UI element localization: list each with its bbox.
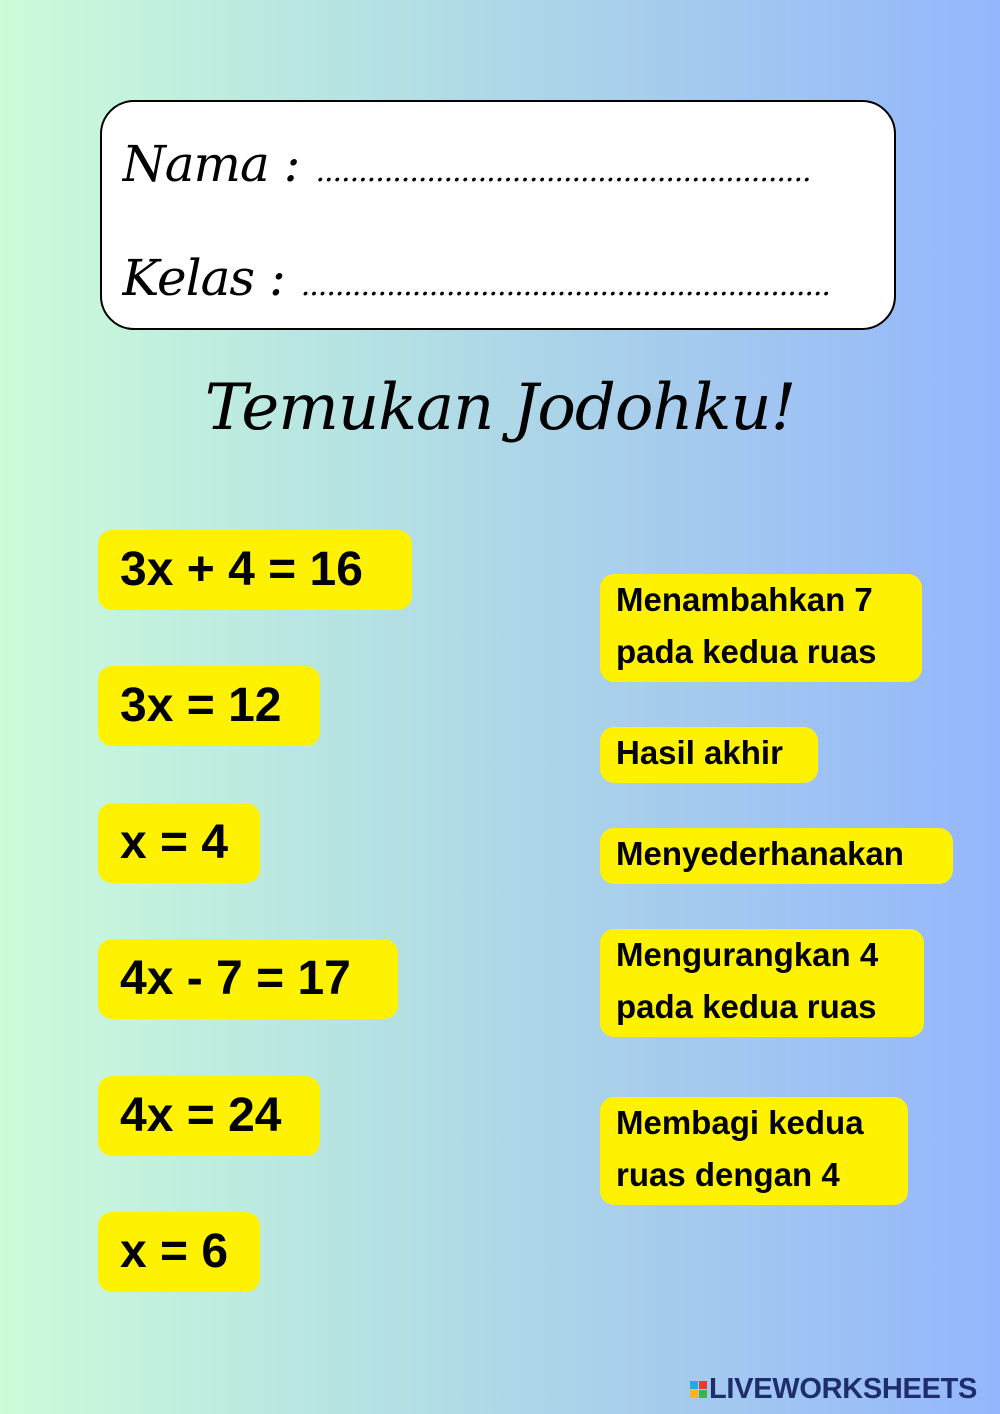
step-card[interactable]: [600, 929, 924, 1037]
equation-card[interactable]: 4x - 7 = 17: [98, 939, 398, 1019]
liveworksheets-logo-icon: [690, 1381, 707, 1398]
step-card-line: pada kedua ruas: [616, 633, 877, 670]
step-card[interactable]: [600, 574, 922, 682]
step-card-line: ruas dengan 4: [616, 1156, 840, 1193]
equation-card[interactable]: 3x = 12: [98, 666, 320, 746]
equation-card[interactable]: 4x = 24: [98, 1076, 320, 1156]
step-card-line: Menyederhanakan: [616, 835, 904, 872]
step-card-line: Membagi kedua: [616, 1104, 864, 1141]
equation-card[interactable]: 3x + 4 = 16: [98, 530, 412, 610]
step-card-line: pada kedua ruas: [616, 988, 877, 1025]
step-card-line: Hasil akhir: [616, 734, 783, 771]
student-info-box: [100, 100, 896, 330]
brand-name: LIVEWORKSHEETS: [709, 1372, 978, 1405]
name-dotted-line[interactable]: ..........................................................: [315, 154, 811, 189]
name-label: Nama :: [122, 135, 300, 193]
worksheet-title: Temukan Jodohku!: [204, 371, 796, 445]
name-row: [122, 134, 884, 194]
step-card[interactable]: [600, 1097, 908, 1205]
class-label: Kelas :: [122, 249, 285, 307]
class-row: [122, 248, 884, 308]
equation-card[interactable]: x = 4: [98, 803, 260, 883]
step-card-line: Menambahkan 7: [616, 581, 873, 618]
class-dotted-line[interactable]: ..............................................................: [300, 268, 830, 303]
step-card-line: Mengurangkan 4: [616, 936, 879, 973]
step-card[interactable]: [600, 828, 953, 884]
equation-card[interactable]: x = 6: [98, 1212, 260, 1292]
liveworksheets-brand: [690, 1374, 977, 1404]
step-card[interactable]: [600, 727, 818, 783]
